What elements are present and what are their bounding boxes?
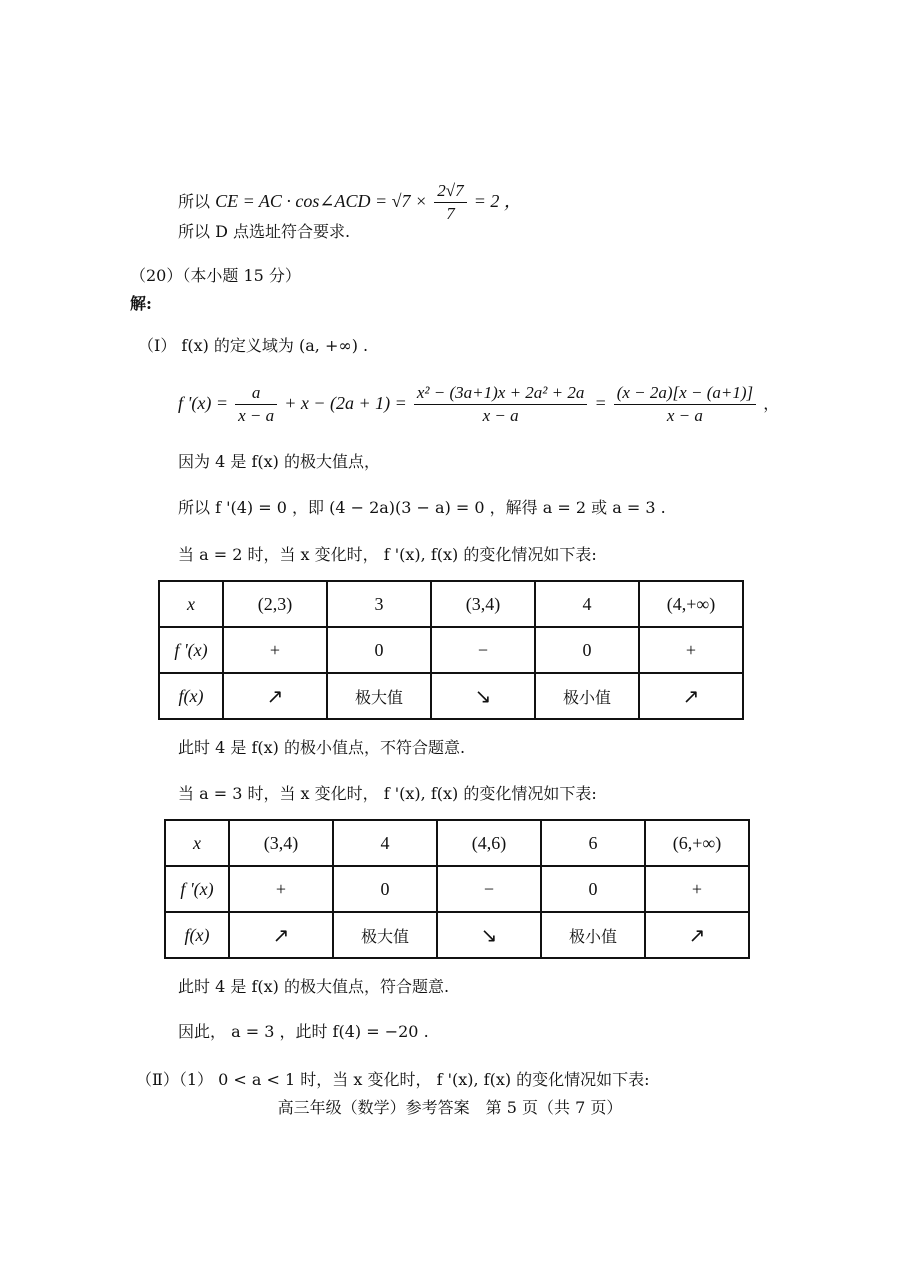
part1-intro: （Ⅰ） f(x) 的定义域为 (a, +∞) .: [138, 336, 369, 355]
table1-sign: 0: [374, 639, 384, 660]
solution-label: 解:: [130, 294, 152, 313]
increasing-arrow-icon: ↗: [266, 684, 284, 708]
table2-f-label: f(x): [165, 912, 229, 958]
deriv-frac-2-num: x² − (3a+1)x + 2a² + 2a: [414, 382, 588, 405]
case-a2-intro: 当 a = 2 时，当 x 变化时， f '(x), f(x) 的变化情况如下表:: [178, 545, 597, 564]
ce-fraction-den: 7: [446, 204, 455, 223]
table1-header-row: [159, 581, 743, 627]
table2-interval-4-6: (4,6): [471, 832, 507, 853]
table2-sign: +: [691, 878, 703, 899]
table1-interval-2-3: (2,3): [257, 593, 293, 614]
ce-fraction: [434, 180, 466, 225]
page-footer: 高三年级（数学）参考答案 第 5 页（共 7 页）: [277, 1098, 623, 1117]
variation-table-a3: [164, 819, 750, 959]
table2-fprime-label: f '(x): [165, 866, 229, 912]
table1-point-4: 4: [582, 593, 592, 614]
so-line: 所以 f '(4) = 0 ，即 (4 − 2a)(3 − a) = 0 ，解得 a = 2 或 a = 3 .: [178, 498, 666, 517]
ce-equation-line: [178, 180, 522, 225]
decreasing-arrow-icon: ↘: [474, 684, 492, 708]
table1-sign: 0: [582, 639, 592, 660]
deriv-eq: =: [594, 393, 607, 413]
deriv-frac-3: [614, 382, 756, 427]
table1-min-value: 极小值: [535, 673, 639, 719]
q20-header: （20）（本小题 15 分）: [130, 266, 301, 285]
deriv-mid: + x − (2a + 1) =: [284, 393, 407, 413]
ce-expr: CE = AC · cos∠ACD = √7 ×: [215, 191, 428, 211]
table2-interval-3-4: (3,4): [263, 832, 299, 853]
table1-f-label: f(x): [159, 673, 223, 719]
table1-fprime-row: [159, 627, 743, 673]
table1-fprime-label: f '(x): [159, 627, 223, 673]
table1-x-label: x: [159, 581, 223, 627]
table2-point-4: 4: [380, 832, 390, 853]
deriv-frac-1-num: a: [235, 382, 277, 405]
table2-sign: −: [483, 878, 495, 899]
therefore-line: 因此， a = 3 ，此时 f(4) = −20 .: [178, 1022, 429, 1041]
table2-x-label: x: [165, 820, 229, 866]
table1-sign: +: [685, 639, 697, 660]
increasing-arrow-icon: ↗: [682, 684, 700, 708]
deriv-frac-1: [235, 382, 277, 427]
increasing-arrow-icon: ↗: [688, 923, 706, 947]
deriv-tail: ，: [763, 394, 780, 413]
table1-point-3: 3: [374, 593, 384, 614]
derivative-equation: [178, 382, 779, 427]
because-line: 因为 4 是 f(x) 的极大值点，: [178, 452, 380, 471]
table1-sign: +: [269, 639, 281, 660]
table2-header-row: [165, 820, 749, 866]
table1-interval-4-inf: (4,+∞): [666, 593, 716, 614]
table1-sign: −: [477, 639, 489, 660]
table1-max-value: 极大值: [327, 673, 431, 719]
deriv-frac-2-den: x − a: [482, 406, 519, 425]
deriv-frac-3-num: (x − 2a)[x − (a+1)]: [614, 382, 756, 405]
decreasing-arrow-icon: ↘: [480, 923, 498, 947]
table1-f-row: [159, 673, 743, 719]
case-a3-intro: 当 a = 3 时，当 x 变化时， f '(x), f(x) 的变化情况如下表:: [178, 784, 597, 803]
table2-max-value: 极大值: [333, 912, 437, 958]
case-a3-conclusion: 此时 4 是 f(x) 的极大值点，符合题意.: [178, 977, 450, 996]
table2-sign: +: [275, 878, 287, 899]
d-point-line: 所以 D 点选址符合要求.: [178, 222, 351, 241]
part2-line: （Ⅱ）（1） 0 < a < 1 时，当 x 变化时， f '(x), f(x) 的变化情况如下表:: [136, 1070, 650, 1089]
deriv-frac-1-den: x − a: [238, 406, 275, 425]
case-a2-conclusion: 此时 4 是 f(x) 的极小值点，不符合题意.: [178, 738, 466, 757]
table2-sign: 0: [380, 878, 390, 899]
table2-interval-6-inf: (6,+∞): [672, 832, 722, 853]
deriv-frac-3-den: x − a: [666, 406, 703, 425]
table1-interval-3-4: (3,4): [465, 593, 501, 614]
increasing-arrow-icon: ↗: [272, 923, 290, 947]
variation-table-a2: [158, 580, 744, 720]
ce-fraction-num: 2√7: [434, 180, 466, 203]
table2-f-row: [165, 912, 749, 958]
table2-fprime-row: [165, 866, 749, 912]
deriv-frac-2: [414, 382, 588, 427]
table2-point-6: 6: [588, 832, 598, 853]
table2-min-value: 极小值: [541, 912, 645, 958]
ce-prefix: 所以: [178, 192, 211, 211]
deriv-lhs: f '(x) =: [178, 393, 228, 413]
table2-sign: 0: [588, 878, 598, 899]
ce-result: = 2 ，: [473, 191, 522, 211]
